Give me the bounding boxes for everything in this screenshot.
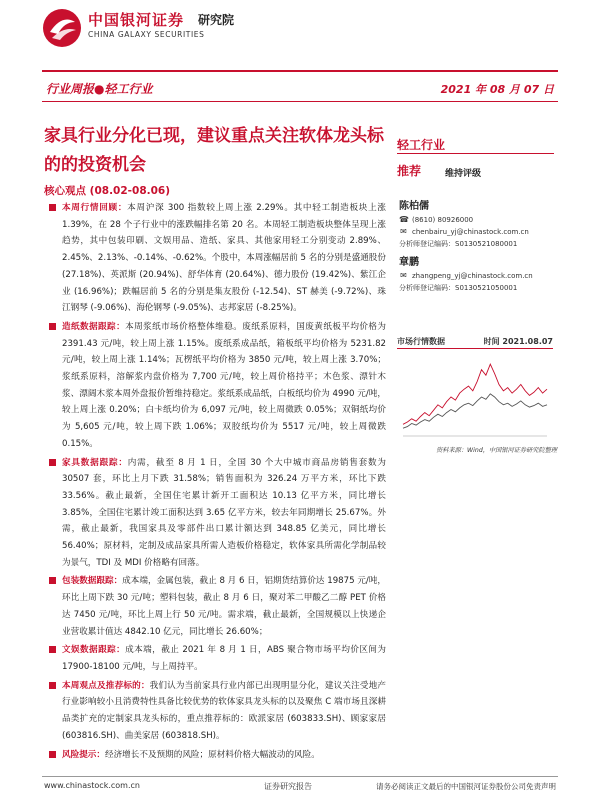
footer-url[interactable]: www.chinastock.com.cn <box>44 781 140 790</box>
report-type: 行业周报●轻工行业 <box>46 82 153 96</box>
report-title: 家具行业分化已现，建议重点关注软体龙头标的的投资机会 <box>44 126 384 175</box>
analyst-name: 章鹏 <box>399 257 419 268</box>
bullet-market-review <box>44 200 386 317</box>
phone-icon: ☎ <box>399 215 409 224</box>
company-logo <box>42 8 82 48</box>
bullet-body: 成本端，截止 2021 年 8 月 1 日，ABS 聚合物市场平均价区间为 17900-18100 元/吨，与上周持平。 <box>62 645 386 672</box>
bullet-heading: 本周行情回顾： <box>62 203 128 213</box>
bullet-heading: 造纸数据跟踪： <box>62 321 126 332</box>
bullet-body: 本周沪深 300 指数较上周上涨 2.29%。其中轻工制造板块上涨 1.39%，在 28 个子行业中的涨跌幅排名第 20 名。本周轻工制造板块整体呈现上涨趋势，其中包装印刷、文娱用品、造纸、家具、其他家用轻工分别变动 2.89%、2.45%、2.13%、-0.14%、-0.62%。个股中，本周涨幅居前 5 名的分别是盛通股份 (27.18%)、英派斯 (20.94%)、舒华体育 (20.64%)、德力股份 (19.42%)、紫江企业 (16.96%)；跌幅居前 5 名的分别是集友股份 (-12.54)、ST 赫美 (-9.72%)、珠江钢琴 (-9.06%)、海伦钢琴 (-9.05%)、志邦家居 (-8.25%)。 <box>62 203 386 314</box>
rating-label: 推荐 <box>397 164 422 178</box>
bullet-weekly-view <box>44 678 386 745</box>
bullet-square-icon <box>49 459 56 466</box>
bullet-risk <box>44 747 386 764</box>
analyst-card <box>399 200 529 250</box>
analyst-email[interactable]: zhangpeng_yj@chinastock.com.cn <box>412 272 533 280</box>
sidebar-divider <box>397 153 554 154</box>
footer-divider <box>42 776 558 777</box>
brand-institute: 研究院 <box>198 13 235 27</box>
market-chart <box>397 352 553 442</box>
header-divider <box>42 70 558 72</box>
analyst-email[interactable]: chenbairu_yj@chinastock.com.cn <box>412 228 529 236</box>
brand-english: CHINA GALAXY SECURITIES <box>88 30 205 39</box>
chart-source: 资料来源：Wind，中国银河证券研究院整理 <box>436 447 557 454</box>
bullet-paper-data <box>44 319 386 453</box>
analyst-email-row <box>399 226 529 238</box>
bullet-heading: 文娱数据跟踪： <box>62 645 126 656</box>
bullet-body: 成本端，金属包装，截止 8 月 6 日，铝期货结算价达 19875 元/吨，环比上周下跌 30 元/吨；塑料包装，截止 8 月 6 日，聚对苯二甲酸乙二醇 PET 价格达 7450 元/吨，环比上周上行 50 元/吨。需求端，截止最新，全国规模以上快递企业营收累计值达 4842.10 亿元，同比增长 26.60%； <box>62 576 386 637</box>
bullet-body: 内需，截至 8 月 1 日，全国 30 个大中城市商品房销售套数为 30507 套，环比上月下跌 31.58%；销售面积为 326.24 万平方米，环比下跌 33.56%。截止最新，全国住宅累计新开工面积达 10.13 亿平方米，同比增长 3.85%，全国住宅累计竣工面积达到 3.65 亿平方米，较去年同期增长 25.67%。外需，截止最新，我国家具及零部件出口累计额达到 348.85 亿美元，同比增长 56.40%；原材料，定制及成品家具所需人造板价格稳定，软体家具所需化学制品较为景气，TDI 及 MDI 价格略有回落。 <box>62 457 386 568</box>
bullet-body: 经济增长不及预期的风险；原材料价格大幅波动的风险。 <box>104 749 320 760</box>
bullet-square-icon <box>49 323 56 330</box>
rating-value: 维持评级 <box>445 169 482 179</box>
market-data-title: 市场行情数据 <box>397 337 445 346</box>
bullet-square-icon <box>49 751 56 758</box>
analyst-email-row <box>399 270 533 282</box>
bullet-heading: 包装数据跟踪： <box>62 576 123 587</box>
analyst-registration: 分析师登记编码：S0130521080001 <box>399 240 518 248</box>
sector-name: 轻工行业 <box>397 138 446 152</box>
market-data-header <box>397 336 553 347</box>
analyst-phone: (8610) 80926000 <box>412 216 474 224</box>
bullet-packaging-data <box>44 573 386 640</box>
bullet-square-icon <box>49 577 56 584</box>
bullet-body: 我们认为当前家具行业内部已出现明显分化，建议关注受地产行业影响较小且消费特性具备比较优势的软体家具龙头标的以及聚焦 C 端市场且深耕品类扩充的定制家具龙头标的，重点推荐标的：欧派家居 (603833.SH)、顾家家居 (603816.SH)、曲美家居 (603818.SH)。 <box>62 680 386 741</box>
core-view-heading: 核心观点 (08.02-08.06) <box>44 185 171 197</box>
bullet-entertainment-data <box>44 642 386 675</box>
chart-series-line-1 <box>403 394 547 428</box>
bullet-square-icon <box>49 682 56 689</box>
email-icon: ✉ <box>400 271 407 280</box>
analyst-phone-row <box>399 214 529 226</box>
report-date: 2021 年 08 月 07 日 <box>440 83 554 96</box>
brand-name: 中国银河证券 <box>88 11 185 29</box>
analyst-card <box>399 256 533 294</box>
market-data-time: 时间 2021.08.07 <box>483 337 553 346</box>
header-divider-bottom <box>42 101 558 102</box>
analyst-registration: 分析师登记编码：S0130521050001 <box>399 284 518 292</box>
market-divider <box>397 348 553 349</box>
chart-series-line-0 <box>403 364 547 424</box>
bullet-square-icon <box>49 646 56 653</box>
bullet-square-icon <box>49 204 56 211</box>
bullet-heading: 风险提示： <box>62 749 105 760</box>
bullet-furniture-data <box>44 455 386 572</box>
bullet-heading: 本周观点及推荐标的： <box>62 680 150 691</box>
footer-disclaimer: 请务必阅读正文最后的中国银河证券股份公司免责声明 <box>376 782 556 791</box>
analyst-name: 陈柏儒 <box>399 201 429 212</box>
core-view-list <box>44 200 386 765</box>
footer-report-type: 证券研究报告 <box>264 782 312 791</box>
bullet-heading: 家具数据跟踪： <box>62 457 128 468</box>
bullet-body: 本周浆纸市场价格整体维稳。废纸系原料，国废黄纸板平均价格为 2391.43 元/吨，较上周上涨 1.15%。废纸系成品纸，箱板纸平均价格为 5231.82 元/吨，较上周上涨 1.14%；瓦楞纸平均价格为 3850 元/吨，较上周上涨 3.70%；浆纸系原料，溶解浆内盘价格为 7,700 元/吨，较上周价格持平；木色浆、漂针木浆、漂阔木浆本周外盘报价暂维持稳定。浆纸系成品纸，白板纸均价为 4990 元/吨，较上周上涨 0.20%；白卡纸均价为 6,097 元/吨，较上周微跌 0.05%；双铜纸均价为 5,605 元/吨，较上周下跌 1.06%；双胶纸均价为 5517 元/吨，较上周微跌 0.15%。 <box>62 321 386 449</box>
email-icon: ✉ <box>400 227 407 236</box>
